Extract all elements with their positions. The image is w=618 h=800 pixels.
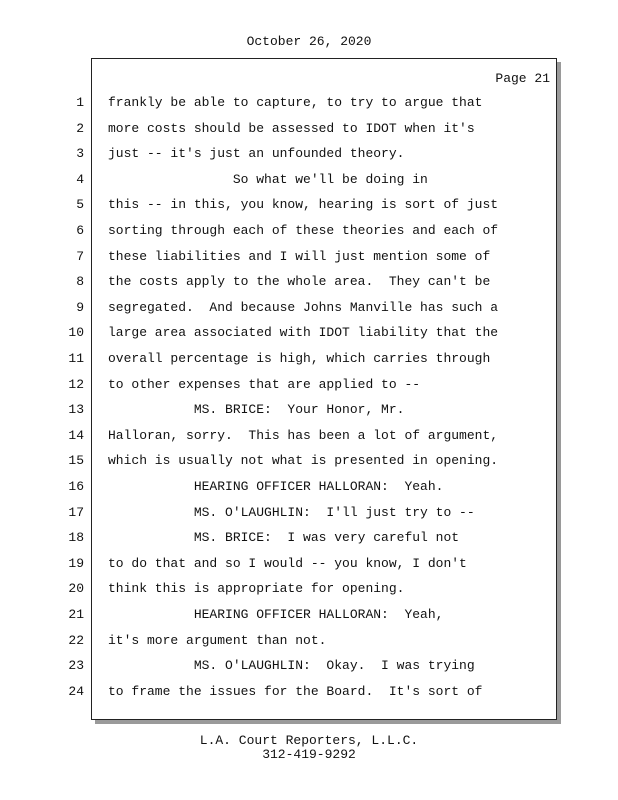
line-text: So what we'll be doing in: [108, 171, 428, 187]
line-number: 22: [68, 632, 84, 648]
line-text: the costs apply to the whole area. They can't be: [108, 274, 491, 290]
line-number: 1: [76, 95, 84, 110]
line-text: to other expenses that are applied to --: [108, 376, 421, 392]
line-text: it's more argument than not.: [108, 632, 327, 648]
line-text: MS. BRICE: I was very careful not: [108, 530, 460, 546]
line-text: more costs should be assessed to IDOT when it's: [108, 120, 475, 136]
line-number: 23: [68, 658, 84, 674]
line-text: to frame the issues for the Board. It's sort of: [108, 683, 483, 699]
line-number: 2: [76, 120, 84, 136]
line-number: 3: [76, 146, 84, 162]
line-text: MS. BRICE: Your Honor, Mr.: [108, 402, 405, 418]
line-number: 8: [76, 274, 84, 290]
line-number: 9: [76, 299, 84, 315]
line-text: MS. O'LAUGHLIN: I'll just try to --: [108, 504, 475, 520]
line-text: think this is appropriate for opening.: [108, 581, 405, 597]
line-text: MS. O'LAUGHLIN: Okay. I was trying: [108, 658, 475, 674]
line-text: large area associated with IDOT liability that the: [108, 325, 499, 341]
line-number: 19: [68, 555, 84, 571]
line-number: 11: [68, 351, 84, 366]
line-number: 5: [76, 197, 84, 213]
line-text: these liabilities and I will just mention some of: [108, 248, 491, 264]
line-text: this -- in this, you know, hearing is sort of just: [108, 197, 499, 213]
line-text: HEARING OFFICER HALLORAN: Yeah.: [108, 479, 444, 494]
line-number: 15: [68, 453, 84, 469]
line-text: which is usually not what is presented in opening.: [108, 453, 499, 469]
line-text: frankly be able to capture, to try to argue that: [108, 95, 483, 110]
line-text: HEARING OFFICER HALLORAN: Yeah,: [108, 607, 444, 622]
line-number: 12: [68, 376, 84, 392]
line-text: Halloran, sorry. This has been a lot of argument,: [108, 427, 499, 443]
line-number: 13: [68, 402, 84, 418]
line-number: 24: [68, 683, 84, 699]
footer-company: L.A. Court Reporters, L.L.C.: [199, 733, 419, 748]
line-number: 14: [68, 427, 84, 443]
line-number: 17: [68, 504, 84, 520]
line-number: 7: [76, 248, 84, 264]
line-number: 18: [68, 530, 84, 546]
line-number: 20: [68, 581, 84, 597]
line-number: 6: [76, 223, 84, 238]
line-text: sorting through each of these theories and each of: [108, 223, 499, 238]
line-number: 4: [76, 171, 84, 187]
line-text: overall percentage is high, which carries through: [108, 351, 491, 366]
line-text: segregated. And because Johns Manville has such a: [108, 299, 499, 315]
line-text: to do that and so I would -- you know, I don't: [108, 555, 467, 571]
line-text: just -- it's just an unfounded theory.: [108, 146, 405, 162]
page-number: Page 21: [495, 71, 550, 86]
line-number: 16: [68, 479, 84, 494]
footer-phone: 312-419-9292: [262, 747, 356, 762]
line-number: 21: [68, 607, 84, 622]
header-date: October 26, 2020: [246, 34, 372, 49]
line-number: 10: [68, 325, 84, 341]
